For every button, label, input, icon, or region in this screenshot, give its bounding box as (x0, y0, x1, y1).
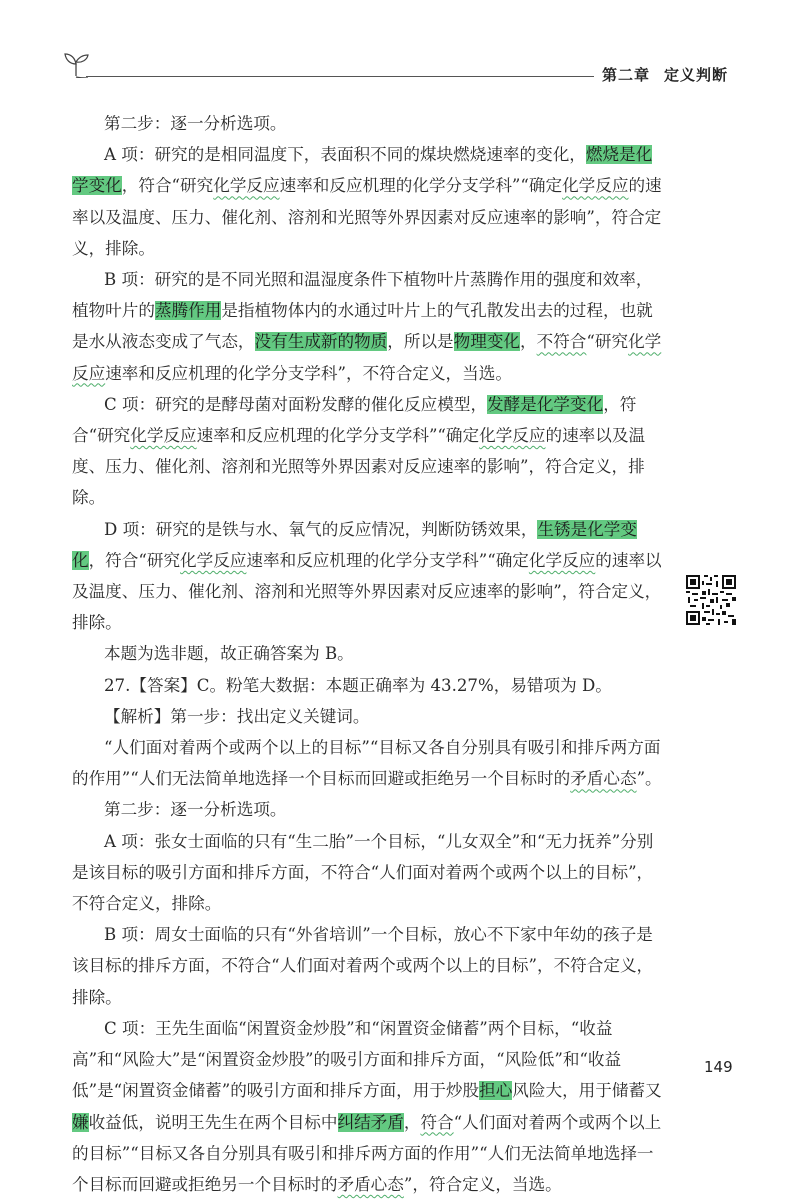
highlight: 嫌 (72, 1112, 89, 1132)
page-header (0, 48, 800, 88)
option-a-analysis-2: A 项：张女士面临的只有“生二胎”一个目标，“儿女双全”和“无力抚养”分别是该目标的吸引方面和排斥方面，不符合“人们面对着两个或两个以上的目标”，不符合定义，排除。 (72, 831, 654, 914)
chapter-number: 第二章 (602, 66, 651, 84)
highlight: 物理变化 (453, 332, 521, 352)
highlight: 担心 (479, 1081, 513, 1101)
analysis-label: 【解析】 (104, 706, 171, 726)
wavy-underline: 化学反应 (72, 332, 662, 383)
wavy-underline: 化学反应 (130, 426, 197, 446)
option-b-analysis: B 项：研究的是不同光照和温湿度条件下植物叶片蒸腾作用的强度和效率，植物叶片的蒸腾作用是指植物体内的水通过叶片上的气孔散发出去的过程，也就是水从液态变成了气态，没有生成新的物质，所以是物理变化，不符合“研究化学反应速率和反应机理的化学分支学科”，不符合定义，当选。 (72, 270, 662, 383)
highlight: 发酵是化学变化 (487, 394, 604, 414)
step-two-heading-2: 第二步：逐一分析选项。 (104, 800, 287, 820)
page-body (72, 108, 668, 1200)
header-rule (86, 76, 594, 77)
wavy-underline: 矛盾心态 (337, 1174, 404, 1194)
wavy-underline: 矛盾心态 (570, 769, 637, 789)
conclusion: 本题为选非题，故正确答案为 B。 (104, 644, 354, 664)
highlight: 燃烧是化学变化 (72, 145, 653, 196)
chapter-title (602, 64, 728, 85)
highlight: 蒸腾作用 (154, 301, 222, 321)
wavy-underline: 符合 (420, 1112, 454, 1132)
question-27-answer: 27.【答案】C。粉笔大数据：本题正确率为 43.27%，易错项为 D。 (104, 675, 612, 695)
option-c-analysis: C 项：研究的是酵母菌对面粉发酵的催化反应模型，发酵是化学变化，符合“研究化学反应速率和反应机理的化学分支学科”“确定化学反应的速率以及温度、压力、催化剂、溶剂和光照等外界因素对反应速率的影响”，符合定义，排除。 (72, 394, 646, 508)
sprout-icon (62, 50, 90, 78)
analysis-step-one: 【解析】第一步：找出定义关键词。 (104, 706, 370, 726)
option-d-analysis: D 项：研究的是铁与水、氧气的反应情况，判断防锈效果，生锈是化学变化，符合“研究化学反应速率和反应机理的化学分支学科”“确定化学反应的速率以及温度、压力、催化剂、溶剂和光照等外界因素对反应速率的影响”，符合定义，排除。 (72, 519, 662, 633)
highlight: 生锈是化学变化 (72, 519, 637, 570)
highlight: 纠结矛盾 (337, 1112, 404, 1132)
wavy-underline: 化学反应 (213, 176, 280, 196)
wavy-underline: 不符合 (536, 332, 587, 352)
wavy-underline: 化学反应 (479, 426, 546, 446)
qr-code-icon (686, 575, 736, 625)
option-b-analysis-2: B 项：周女士面临的只有“外省培训”一个目标，放心不下家中年幼的孩子是该目标的排斥方面，不符合“人们面对着两个或两个以上的目标”，不符合定义，排除。 (72, 925, 654, 1007)
wavy-underline: 化学反应 (528, 550, 596, 570)
chapter-section: 定义判断 (664, 66, 729, 84)
step-two-heading: 第二步：逐一分析选项。 (104, 114, 287, 133)
highlight: 没有生成新的物质 (254, 332, 388, 352)
wavy-underline: 化学反应 (180, 550, 247, 570)
definition-keywords: “人们面对着两个或两个以上的目标”“目标又各自分别具有吸引和排斥两方面的作用”“人们无法简单地选择一个目标而回避或拒绝另一个目标时的矛盾心态”。 (72, 738, 662, 789)
page-number: 149 (704, 1058, 733, 1076)
option-c-analysis-2: C 项：王先生面临“闲置资金炒股”和“闲置资金储蓄”两个目标，“收益高”和“风险大”是“闲置资金炒股”的吸引方面和排斥方面，“风险低”和“收益低”是“闲置资金储蓄”的吸引方面和排斥方面，用于炒股担心风险大，用于储蓄又嫌收益低，说明王先生在两个目标中纠结矛盾，符合“人们面对着两个或两个以上的目标”“目标又各自分别具有吸引和排斥两方面的作用”“人们无法简单地选择一个目标而回避或拒绝另一个目标时的矛盾心态”，符合定义，当选。 (72, 1018, 662, 1194)
wavy-underline: 化学反应 (562, 176, 629, 196)
option-a-analysis: A 项：研究的是相同温度下，表面积不同的煤块燃烧速率的变化，燃烧是化学变化，符合“研究化学反应速率和反应机理的化学分支学科”“确定化学反应的速率以及温度、压力、催化剂、溶剂和光照等外界因素对反应速率的影响”，符合定义，排除。 (72, 145, 662, 258)
